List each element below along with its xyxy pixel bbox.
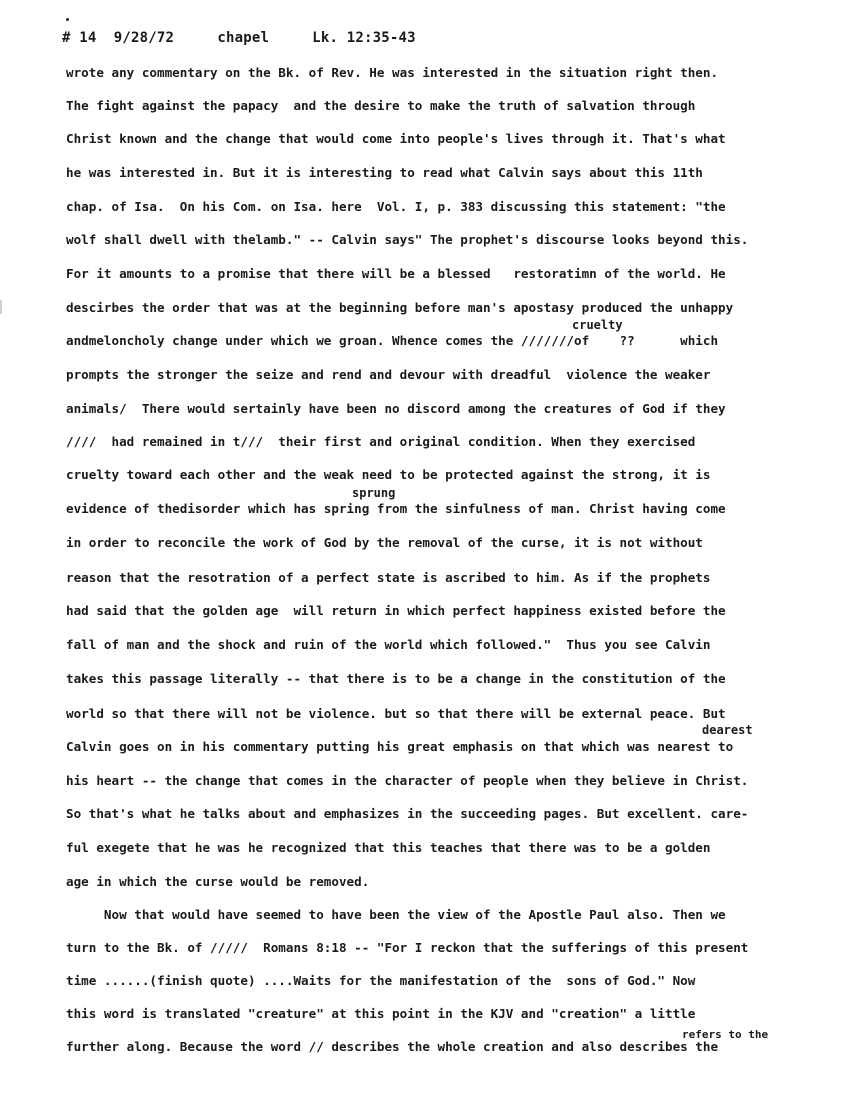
text-line-14: evidence of thedisorder which has spring from the sinfulness of man. Christ having come xyxy=(66,501,726,516)
text-line-25: age in which the curse would be removed. xyxy=(66,874,370,889)
text-line-5: chap. of Isa. On his Com. on Isa. here Vol. I, p. 383 discussing this statement: "the xyxy=(66,199,726,214)
text-line-8: descirbes the order that was at the beginning before man's apostasy produced the unhappy xyxy=(66,300,734,315)
margin-mark xyxy=(0,300,2,314)
page-dot-mark xyxy=(66,18,69,21)
insertion-sprung: sprung xyxy=(352,486,396,500)
text-line-19: takes this passage literally -- that there is to be a change in the constitution of the xyxy=(66,671,726,686)
text-line-11: animals/ There would sertainly have been no discord among the creatures of God if they xyxy=(66,401,726,416)
text-line-29: this word is translated "creature" at this point in the KJV and "creation" a little xyxy=(66,1006,696,1021)
text-line-3: Christ known and the change that would come into people's lives through it. That's what xyxy=(66,131,726,146)
text-line-26: Now that would have seemed to have been the view of the Apostle Paul also. Then we xyxy=(66,907,726,922)
insertion-dearest: dearest xyxy=(702,723,753,737)
text-line-20: world so that there will not be violence. but so that there will be external peace. But xyxy=(66,706,726,721)
text-line-27: turn to the Bk. of ///// Romans 8:18 -- "For I reckon that the sufferings of this present xyxy=(66,940,749,955)
text-line-12: //// had remained in t/// their first and original condition. When they exercised xyxy=(66,434,696,449)
text-line-6: wolf shall dwell with thelamb." -- Calvin says" The prophet's discourse looks beyond this. xyxy=(66,232,749,247)
text-line-28: time ......(finish quote) ....Waits for the manifestation of the sons of God." Now xyxy=(66,973,696,988)
text-line-9: andmeloncholy change under which we groan. Whence comes the ///////of ?? which xyxy=(66,333,719,348)
text-line-10: prompts the stronger the seize and rend and devour with dreadful violence the weaker xyxy=(66,367,711,382)
text-line-23: So that's what he talks about and emphasizes in the succeeding pages. But excellent. care- xyxy=(66,806,749,821)
text-line-30: further along. Because the word // describes the whole creation and also describes the xyxy=(66,1039,719,1054)
insertion-refers-to-the: refers to the xyxy=(682,1028,769,1041)
text-line-16: reason that the resotration of a perfect state is ascribed to him. As if the prophets xyxy=(66,570,711,585)
text-line-4: he was interested in. But it is interesting to read what Calvin says about this 11th xyxy=(66,165,703,180)
text-line-21: Calvin goes on in his commentary putting his great emphasis on that which was nearest to xyxy=(66,739,734,754)
text-line-22: his heart -- the change that comes in the character of people when they believe in Christ. xyxy=(66,773,749,788)
text-line-17: had said that the golden age will return in which perfect happiness existed before the xyxy=(66,603,726,618)
text-line-1: wrote any commentary on the Bk. of Rev. He was interested in the situation right then. xyxy=(66,65,719,80)
page-header: # 14 9/28/72 chapel Lk. 12:35-43 xyxy=(62,30,416,46)
text-line-2: The fight against the papacy and the desire to make the truth of salvation through xyxy=(66,98,696,113)
text-line-13: cruelty toward each other and the weak need to be protected against the strong, it is xyxy=(66,467,711,482)
insertion-cruelty: cruelty xyxy=(572,318,623,332)
text-line-7: For it amounts to a promise that there will be a blessed restoratimn of the world. He xyxy=(66,266,726,281)
text-line-18: fall of man and the shock and ruin of the world which followed." Thus you see Calvin xyxy=(66,637,711,652)
text-line-24: ful exegete that he was he recognized that this teaches that there was to be a golden xyxy=(66,840,711,855)
text-line-15: in order to reconcile the work of God by the removal of the curse, it is not without xyxy=(66,535,703,550)
